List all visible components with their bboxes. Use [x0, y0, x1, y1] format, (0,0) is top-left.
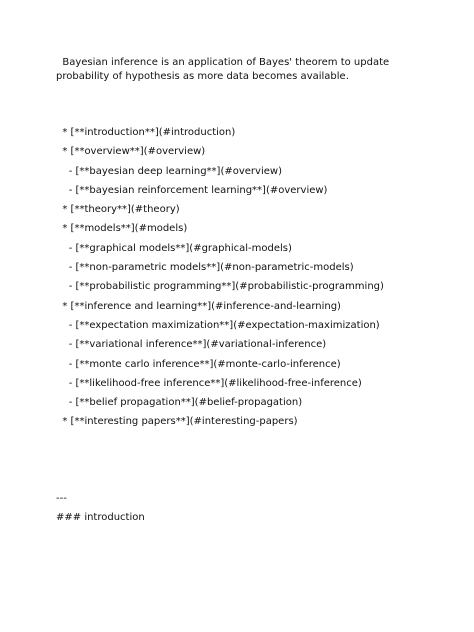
intro-paragraph: Bayesian inference is an application of Bayes' theorem to update probability of hypothesis as more data becomes available. — [56, 57, 393, 82]
toc-item-theory: * [**theory**](#theory) — [56, 204, 180, 216]
toc-item-interesting-papers: * [**interesting papers**](#interesting-papers) — [56, 416, 298, 428]
toc-item-overview: * [**overview**](#overview) — [56, 146, 206, 158]
toc-item-graphical-models: - [**graphical models**](#graphical-models) — [56, 242, 292, 254]
toc-item-bayesian-reinforcement-learning: - [**bayesian reinforcement learning**](#overview) — [56, 184, 328, 196]
toc-item-probabilistic-programming: - [**probabilistic programming**](#probabilistic-programming) — [56, 281, 384, 293]
toc-item-bayesian-deep-learning: - [**bayesian deep learning**](#overview) — [56, 165, 282, 177]
toc-item-expectation-maximization: - [**expectation maximization**](#expectation-maximization) — [56, 319, 380, 331]
toc-item-inference-and-learning: * [**inference and learning**](#inference-and-learning) — [56, 300, 341, 312]
toc-item-non-parametric-models: - [**non-parametric models**](#non-parametric-models) — [56, 262, 354, 274]
toc-item-monte-carlo-inference: - [**monte carlo inference**](#monte-carlo-inference) — [56, 358, 341, 370]
toc-item-likelihood-free-inference: - [**likelihood-free inference**](#likelihood-free-inference) — [56, 377, 362, 389]
section-heading-introduction: ### introduction — [56, 512, 145, 523]
table-of-contents — [56, 126, 384, 435]
toc-item-belief-propagation: - [**belief propagation**](#belief-propagation) — [56, 397, 303, 409]
toc-item-models: * [**models**](#models) — [56, 223, 188, 235]
horizontal-rule-marker: --- — [56, 493, 67, 504]
toc-item-introduction: * [**introduction**](#introduction) — [56, 127, 236, 138]
toc-item-variational-inference: - [**variational inference**](#variational-inference) — [56, 339, 327, 351]
